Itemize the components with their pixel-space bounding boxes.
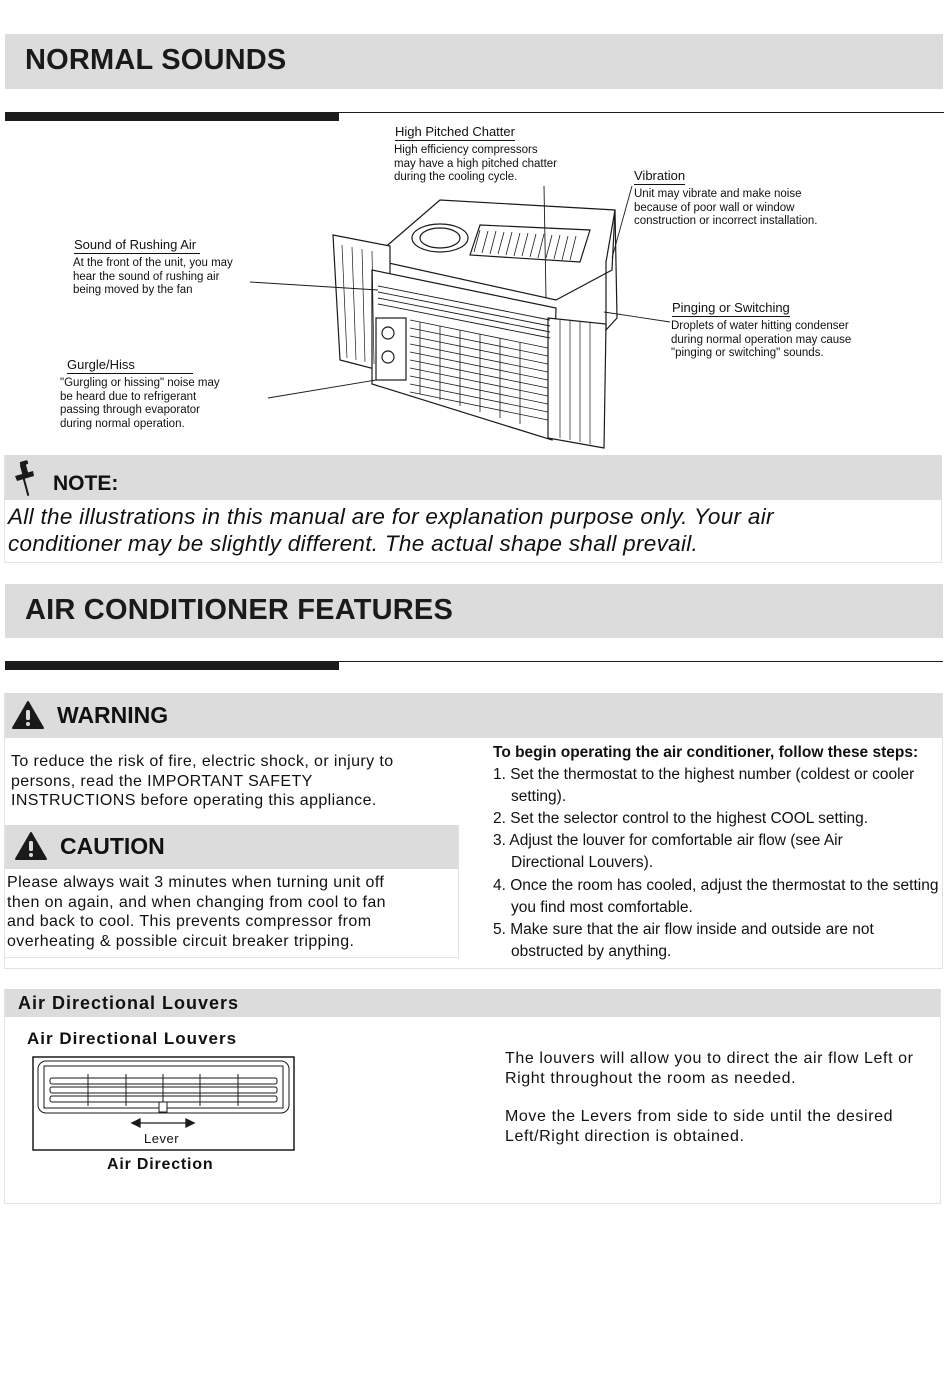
caution-text: Please always wait 3 minutes when turning unit off then on again, and when changing from cool to fan and back to cool. This prevents compressor from overheating & possible circuit breaker tripping.: [7, 874, 386, 950]
step-item: 5. Make sure that the air flow inside and outside are not obstructed by anything.: [493, 920, 874, 960]
steps-heading: To begin operating the air conditioner, follow these steps:: [493, 744, 919, 761]
warning-icon: [11, 700, 45, 730]
warning-label: WARNING: [57, 702, 169, 728]
high-pitched-chatter-text: High efficiency compressors may have a high pitched chatter during the cooling cycle.: [394, 144, 558, 184]
pinging-text: Droplets of water hitting condenser during normal operation may cause "pinging or switching" sounds.: [671, 320, 852, 360]
step-item: 2. Set the selector control to the highest COOL setting.: [493, 810, 869, 828]
gurgle-text: "Gurgling or hissing" noise may be heard due to refrigerant passing through evaporator during normal operation.: [60, 377, 220, 430]
section-rule: [339, 112, 944, 113]
rushing-air-title: Sound of Rushing Air: [74, 237, 200, 254]
note-text: All the illustrations in this manual are for explanation purpose only. Your air conditioner may be slightly different. The actual shape shall prevail.: [8, 504, 774, 556]
high-pitched-chatter-title: High Pitched Chatter: [395, 124, 515, 139]
rushing-air-text: At the front of the unit, you may hear the sound of rushing air being moved by the fan: [73, 257, 233, 297]
caution-icon: [14, 831, 48, 861]
step-item: 4. Once the room has cooled, adjust the thermostat to the setting you find most comfortable.: [493, 876, 939, 916]
vibration-title: Vibration: [634, 168, 686, 183]
louvers-figure-title: Air Directional Louvers: [27, 1029, 238, 1048]
operating-steps: [493, 742, 948, 963]
section-bar: [5, 661, 339, 670]
normal-sounds-title: NORMAL SOUNDS: [25, 44, 287, 76]
section-rule: [339, 661, 943, 662]
lever-label: Lever: [144, 1131, 180, 1146]
step-item: 3. Adjust the louver for comfortable air flow (see Air Directional Louvers).: [493, 832, 843, 872]
louvers-paragraph-1: The louvers will allow you to direct the air flow Left or Right throughout the room as needed.: [505, 1050, 914, 1087]
air-direction-caption: Air Direction: [107, 1156, 214, 1173]
step-item: 1. Set the thermostat to the highest number (coldest or cooler setting).: [493, 766, 915, 806]
caution-label: CAUTION: [60, 833, 165, 859]
note-header: [5, 455, 942, 500]
warning-text: To reduce the risk of fire, electric shock, or injury to persons, read the IMPORTANT SAFETY INSTRUCTIONS before operating this appliance.: [11, 753, 394, 810]
vibration-text: Unit may vibrate and make noise because of poor wall or window construction or incorrect installation.: [634, 188, 818, 228]
pinging-title: Pinging or Switching: [672, 300, 790, 315]
pushpin-icon: [12, 458, 42, 498]
gurgle-title: Gurgle/Hiss: [67, 357, 193, 374]
features-title: AIR CONDITIONER FEATURES: [25, 594, 453, 626]
note-label: NOTE:: [53, 472, 119, 495]
louvers-paragraph-2: Move the Levers from side to side until the desired Left/Right direction is obtained.: [505, 1108, 894, 1145]
louvers-section-title: Air Directional Louvers: [18, 993, 240, 1013]
